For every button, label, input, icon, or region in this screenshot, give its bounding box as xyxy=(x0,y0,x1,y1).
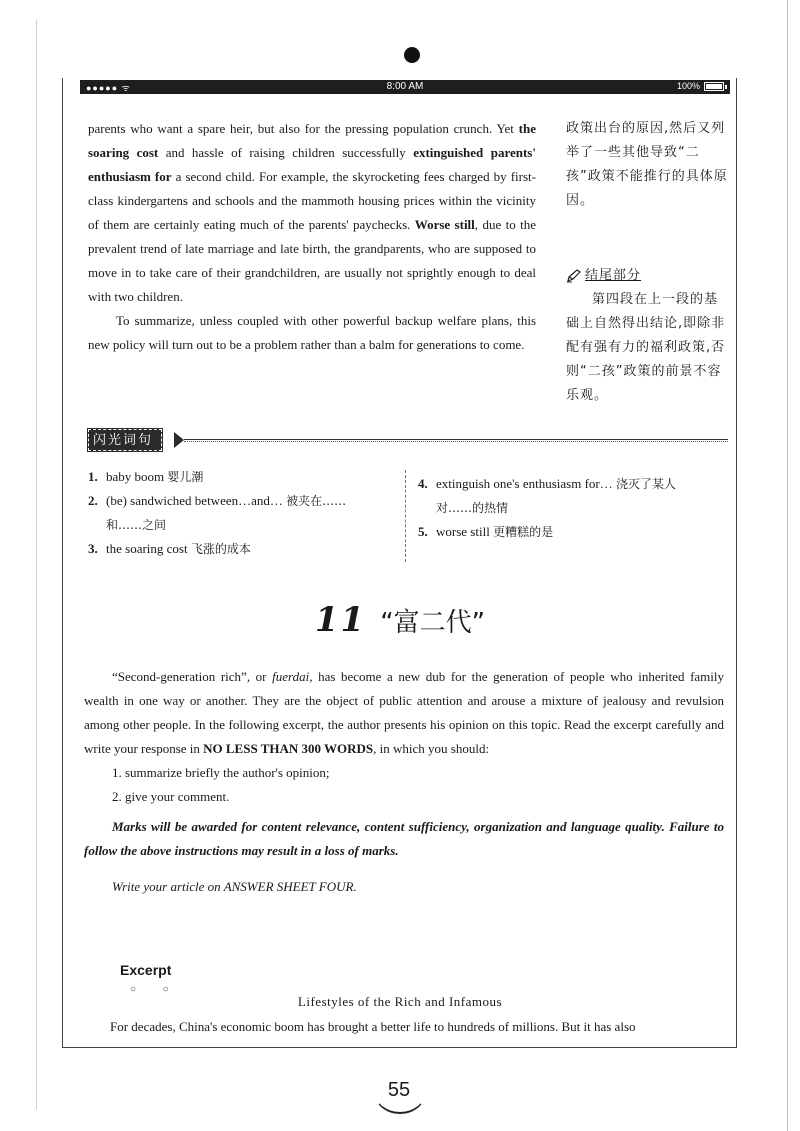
excerpt-title: Lifestyles of the Rich and Infamous xyxy=(297,994,503,1009)
signal-icon: ●●●●● ᯤ xyxy=(86,83,131,93)
prompt-intro: “Second-generation rich”, or fuerdai, has become a new dub for the generation of people who inherited family wealth in one way or another. They are the object of public attention and arouse a mixture of jealousy and revulsion among other people. In the following excerpt, the author presents his opinion on this topic. Read the excerpt carefully and write your response in NO LESS THAN 300 WORDS, in which you should: xyxy=(84,669,725,756)
writing-prompt xyxy=(84,665,724,899)
vocab-item: 3. the soaring cost 飞涨的成本 xyxy=(88,541,251,556)
prompt-task: 2. give your comment. xyxy=(112,789,230,804)
vocab-item: 2. (be) sandwiched between…and… 被夹在…… 和……之间 xyxy=(88,493,347,532)
prompt-answer-sheet: Write your article on ANSWER SHEET FOUR. xyxy=(112,879,357,894)
section-name: “富二代” xyxy=(380,608,486,638)
sidebar-conclusion xyxy=(566,264,731,408)
passage-paragraph-4: To summarize, unless coupled with other powerful backup welfare plans, this new policy will turn out to be a problem rather than a balm for generations to come. xyxy=(88,313,536,352)
vocab-item: 4. extinguish one's enthusiasm for… 浇灭了某人 对……的热情 xyxy=(418,476,677,515)
vocab-rule xyxy=(184,439,728,442)
status-time: 8:00 AM xyxy=(386,81,424,92)
section-title xyxy=(0,600,800,640)
prompt-task: 1. summarize briefly the author's opinion; xyxy=(112,765,330,780)
battery-icon xyxy=(704,82,724,91)
vocab-list-right xyxy=(418,472,738,544)
vocab-list-left xyxy=(88,465,398,561)
vocab-divider xyxy=(405,470,406,562)
passage-column xyxy=(88,117,536,357)
vocab-item: 5. worse still 更糟糕的是 xyxy=(418,524,554,539)
vocab-tag: 闪光词句 xyxy=(88,429,162,451)
excerpt-label: Excerpt xyxy=(120,962,172,978)
excerpt-dots: ○ ○ xyxy=(130,984,181,995)
battery-indicator xyxy=(677,81,724,91)
excerpt-first-line: For decades, China's economic boom has brought a better life to hundreds of millions. But it has also xyxy=(110,1019,636,1034)
pen-icon xyxy=(566,269,582,283)
sidebar-note-1: 政策出台的原因,然后又列举了一些其他导致“二孩”政策不能推行的具体原因。 xyxy=(566,121,728,208)
battery-percent: 100% xyxy=(676,81,700,91)
status-bar xyxy=(80,80,730,94)
vocab-tag-arrow xyxy=(174,432,184,448)
section-number: 11 xyxy=(314,600,367,640)
passage-paragraph-3: parents who want a spare heir, but also for the pressing population crunch. Yet the soaring cost and hassle of raising children successfully extinguished parents' enthusiasm for a second child. For example, the skyrocketing fees charged by first-class kindergartens and schools and the mammoth housing prices within the vicinity of them are certainly eating much of the parents' paychecks. Worse still, due to the prevalent trend of late marriage and late birth, the grandparents, who are supposed to move in to take care of their grandchildren, are usually not sprightly enough to deal with two children. xyxy=(88,121,537,304)
camera-icon xyxy=(404,47,420,63)
prompt-marks-note: Marks will be awarded for content relevance, content sufficiency, organization and language quality. Failure to follow the above instructions may result in a loss of marks. xyxy=(84,819,724,858)
sidebar-heading: 结尾部分 xyxy=(566,264,731,288)
sidebar-note-2: 第四段在上一段的基础上自然得出结论,即除非配有强有力的福利政策,否则“二孩”政策的前景不容乐观。 xyxy=(566,292,726,403)
scan-edge-left xyxy=(36,20,37,1110)
vocab-header xyxy=(88,429,728,451)
scan-edge-right xyxy=(787,0,788,1131)
vocab-item: 1. baby boom 婴儿潮 xyxy=(88,469,204,484)
page-number: 55 xyxy=(372,1070,426,1110)
